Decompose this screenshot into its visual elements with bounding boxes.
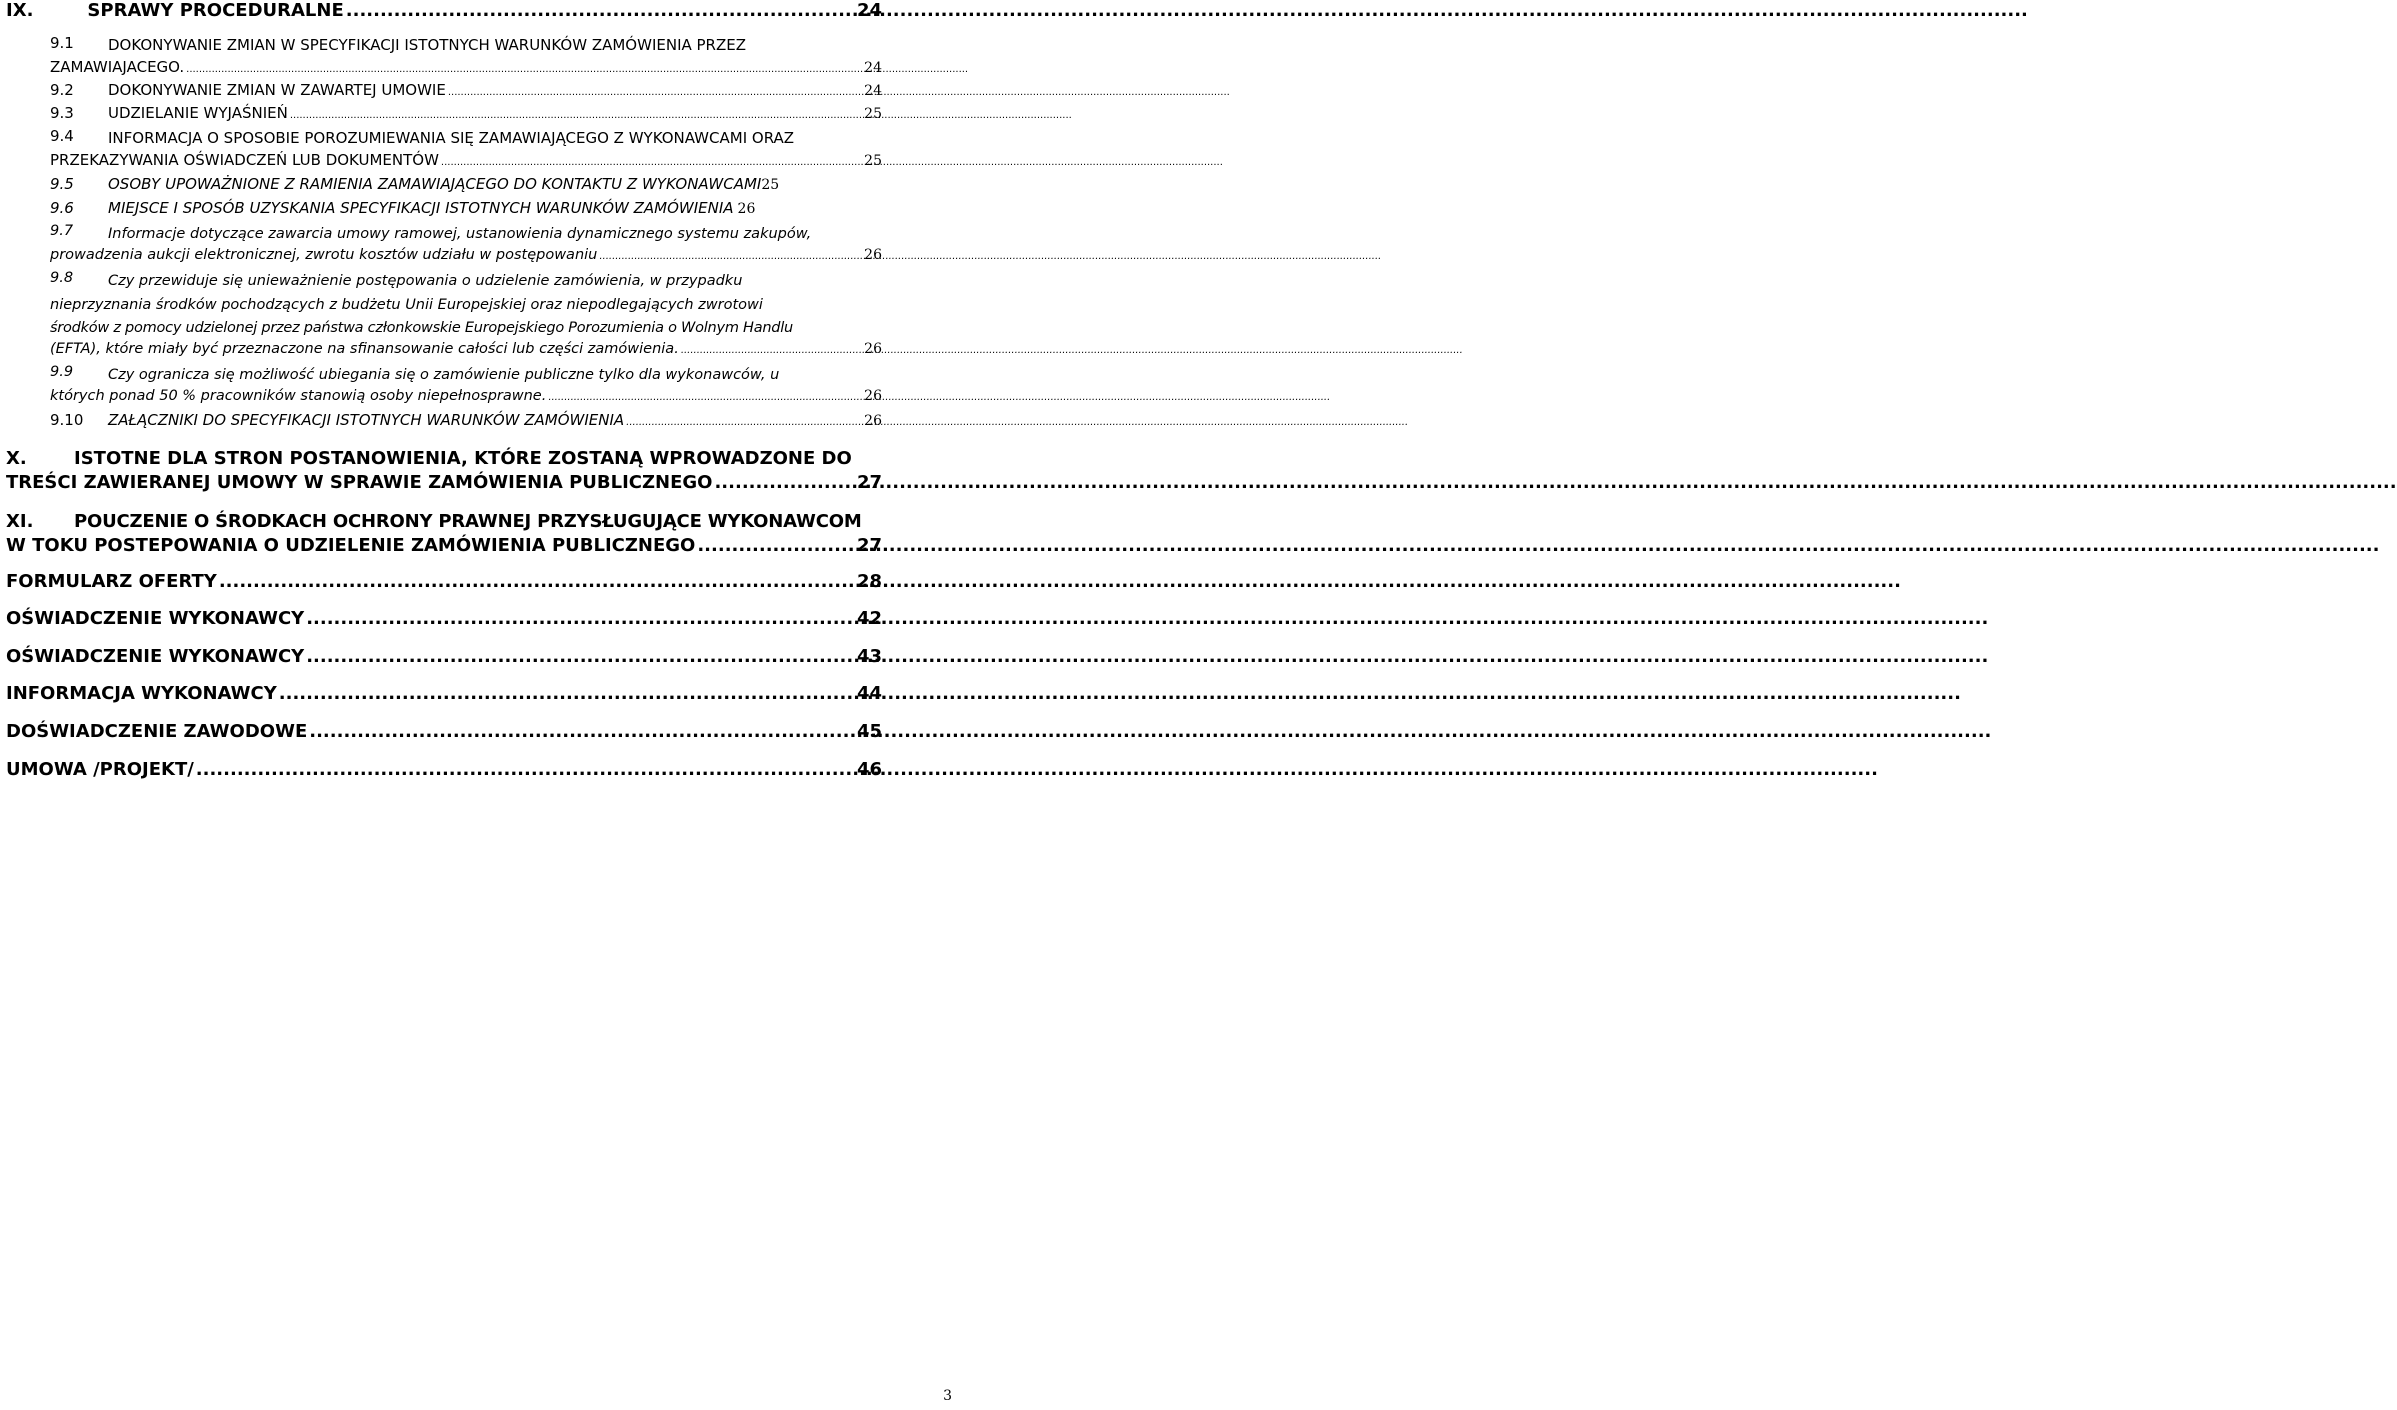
toc-entry-page: 26	[737, 201, 756, 217]
toc-entry-page: 26	[864, 340, 882, 357]
dot-leader	[714, 472, 854, 493]
toc-entry-title: OŚWIADCZENIE WYKONAWCY	[6, 646, 305, 667]
toc-entry-number: 9.8	[50, 270, 74, 286]
toc-entry-page: 24	[856, 0, 882, 21]
dot-leader	[279, 683, 855, 704]
toc-entry-title-cont: ZAMAWIAJACEGO.	[50, 57, 185, 76]
toc-entry-number: 9.3	[50, 104, 74, 122]
toc-entry-title: INFORMACJA WYKONAWCY	[6, 683, 277, 704]
toc-entry-page: 24	[864, 83, 882, 99]
toc-entry-title: FORMULARZ OFERTY	[6, 571, 217, 592]
toc-entry-number: X.	[6, 448, 27, 469]
toc-entry-ix[interactable]	[6, 0, 882, 26]
toc-entry-title-cont: W TOKU POSTEPOWANIA O UDZIELENIE ZAMÓWIENIA PUBLICZNEGO	[6, 535, 696, 556]
dot-leader	[196, 759, 855, 780]
dot-leader	[548, 388, 862, 404]
toc-entry-page: 44	[856, 683, 882, 704]
toc-entry-title: OSOBY UPOWAŻNIONE Z RAMIENIA ZAMAWIAJĄCEGO DO KONTAKTU Z WYKONAWCAMI	[108, 175, 762, 193]
toc-entry-number: 9.6	[50, 199, 74, 217]
toc-entry-9-7[interactable]	[6, 223, 882, 270]
toc-entry-number: XI.	[6, 511, 34, 532]
toc-entry-number: 9.10	[50, 411, 84, 429]
toc-entry-title: ISTOTNE DLA STRON POSTANOWIENIA, KTÓRE ZOSTANĄ WPROWADZONE DO	[74, 448, 852, 469]
toc-entry-formularz[interactable]	[6, 571, 882, 597]
toc-entry-title: MIEJSCE I SPOSÓB UZYSKANIA SPECYFIKACJI ISTOTNYCH WARUNKÓW ZAMÓWIENIA	[108, 199, 734, 217]
toc-entry-page: 43	[856, 646, 882, 667]
toc-entry-doswiadczenie[interactable]	[6, 721, 882, 747]
toc-entry-title: Informacje dotyczące zawarcia umowy ramowej, ustanowienia dynamicznego systemu zakupów,	[108, 226, 812, 242]
toc-entry-page: 25	[864, 152, 882, 169]
toc-entry-page: 25	[864, 106, 882, 122]
toc-entry-page: 26	[864, 246, 882, 263]
toc-entry-title: SPRAWY PROCEDURALNE	[87, 0, 344, 21]
toc-entry-number: 9.5	[50, 175, 74, 193]
toc-entry-title-cont: prowadzenia aukcji elektronicznej, zwrotu kosztów udziału w postępowaniu	[50, 246, 598, 263]
toc-entry-xi[interactable]	[6, 509, 882, 561]
toc-entry-9-5[interactable]	[6, 175, 882, 199]
dot-leader	[441, 151, 862, 169]
dot-leader	[186, 58, 862, 76]
toc-entry-9-1[interactable]	[6, 34, 882, 81]
toc-entry-page: 46	[856, 759, 882, 780]
toc-entry-page: 45	[856, 721, 882, 742]
toc-entry-page: 26	[864, 413, 882, 429]
toc-entry-number: 9.4	[50, 127, 74, 145]
dot-leader	[306, 608, 855, 629]
dot-leader	[290, 104, 862, 122]
toc-entry-title: DOKONYWANIE ZMIAN W ZAWARTEJ UMOWIE	[108, 81, 446, 99]
toc-entry-title: ZAŁĄCZNIKI DO SPECYFIKACJI ISTOTNYCH WARUNKÓW ZAMÓWIENIA	[108, 411, 625, 429]
toc-entry-oswiadczenie-2[interactable]	[6, 646, 882, 672]
dot-leader	[219, 571, 855, 592]
toc-entry-page: 26	[864, 387, 882, 404]
toc-entry-title: DOKONYWANIE ZMIAN W SPECYFIKACJI ISTOTNYCH WARUNKÓW ZAMÓWIENIA PRZEZ	[108, 36, 747, 54]
toc-entry-title-cont: PRZEKAZYWANIA OŚWIADCZEŃ LUB DOKUMENTÓW	[50, 150, 439, 169]
toc-entry-title: OŚWIADCZENIE WYKONAWCY	[6, 608, 305, 629]
dot-leader	[448, 81, 862, 99]
dot-leader	[309, 721, 855, 742]
toc-entry-title-cont: (EFTA), które miały być przeznaczone na sfinansowanie całości lub części zamówienia.	[50, 340, 679, 357]
toc-entry-title: Czy przewiduje się unieważnienie postępowania o udzielenie zamówienia, w przypadku	[108, 273, 743, 289]
toc-entry-page: 24	[864, 59, 882, 76]
toc-entry-9-8[interactable]	[6, 270, 926, 364]
toc-entry-page: 27	[856, 535, 882, 556]
toc-entry-9-6[interactable]	[6, 199, 882, 223]
toc-entry-9-2[interactable]	[6, 81, 882, 105]
toc-entry-umowa[interactable]	[6, 759, 882, 785]
toc-entry-title-cont: których ponad 50 % pracowników stanowią osoby niepełnosprawne.	[50, 387, 547, 404]
toc-entry-page: 25	[761, 177, 780, 193]
dot-leader	[599, 247, 862, 263]
toc-entry-number: 9.2	[50, 81, 74, 99]
dot-leader	[626, 411, 862, 429]
toc-entry-page: 28	[856, 571, 882, 592]
toc-entry-page: 27	[856, 472, 882, 493]
toc-entry-number: 9.1	[50, 34, 74, 52]
toc-entry-x[interactable]	[6, 446, 882, 498]
toc-entry-9-4[interactable]	[6, 127, 882, 174]
page-number: 3	[943, 1388, 952, 1404]
toc-entry-9-10[interactable]	[6, 411, 882, 435]
toc-entry-9-9[interactable]	[6, 364, 882, 411]
toc-entry-title: UMOWA /PROJEKT/	[6, 759, 194, 780]
dot-leader	[697, 535, 855, 556]
dot-leader	[681, 341, 862, 357]
toc-entry-title: DOŚWIADCZENIE ZAWODOWE	[6, 721, 308, 742]
toc-entry-title: POUCZENIE O ŚRODKACH OCHRONY PRAWNEJ PRZYSŁUGUJĄCE WYKONAWCOM	[74, 511, 862, 532]
toc-entry-number: 9.7	[50, 223, 74, 239]
toc-entry-title: Czy ogranicza się możliwość ubiegania się o zamówienie publiczne tylko dla wykonawców, u	[108, 367, 780, 383]
toc-entry-page: 42	[856, 608, 882, 629]
toc-entry-informacja[interactable]	[6, 683, 882, 709]
toc-entry-oswiadczenie-1[interactable]	[6, 608, 882, 634]
toc-entry-title: INFORMACJA O SPOSOBIE POROZUMIEWANIA SIĘ ZAMAWIAJĄCEGO Z WYKONAWCAMI ORAZ	[108, 129, 795, 147]
toc-entry-title-cont: TREŚCI ZAWIERANEJ UMOWY W SPRAWIE ZAMÓWIENIA PUBLICZNEGO	[6, 472, 713, 493]
dot-leader	[346, 0, 855, 21]
toc-entry-title-cont: nieprzyznania środków pochodzących z budżetu Unii Europejskiej oraz niepodlegających zwrotowi	[50, 296, 763, 313]
toc-entry-title-cont: środków z pomocy udzielonej przez państwa członkowskie Europejskiego Porozumienia o Wolnym Handlu	[50, 320, 793, 336]
toc-entry-number: IX.	[6, 0, 34, 21]
toc-entry-title: UDZIELANIE WYJAŚNIEŃ	[108, 104, 288, 122]
toc-entry-9-3[interactable]	[6, 104, 882, 128]
toc-entry-number: 9.9	[50, 364, 74, 380]
dot-leader	[306, 646, 855, 667]
